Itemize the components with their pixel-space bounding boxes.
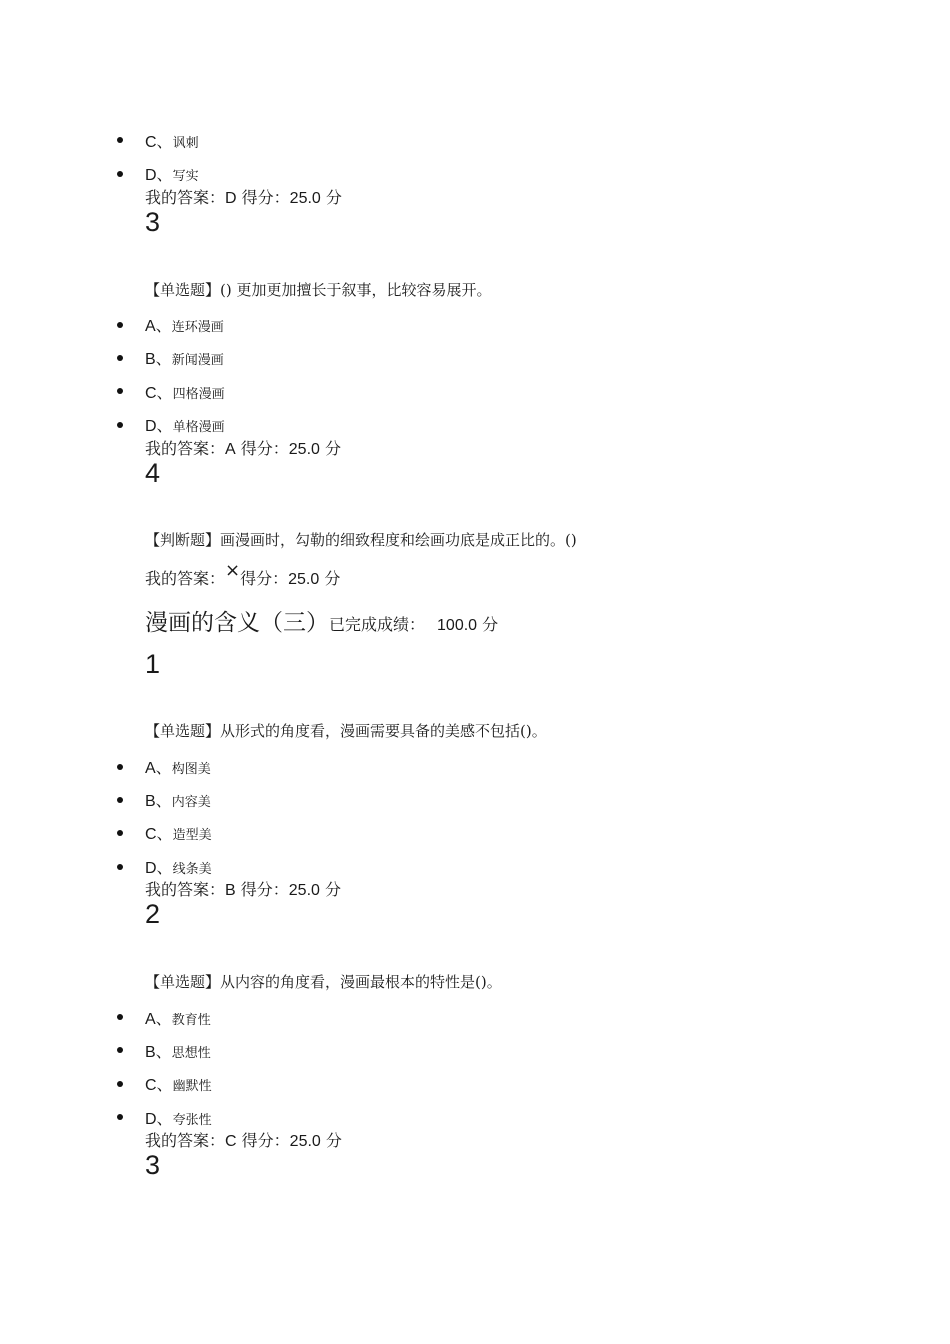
score-unit: 分 (319, 569, 341, 588)
option-letter: B、 (145, 351, 172, 368)
score-label: 得分： (236, 188, 290, 207)
option-b (145, 346, 224, 369)
option-b (145, 788, 211, 811)
question-number: 1 (145, 649, 161, 679)
option-d (145, 855, 212, 878)
option-b (145, 1039, 211, 1062)
bullet (117, 171, 123, 177)
option-letter: D、 (145, 1111, 173, 1128)
option-text: 线条美 (172, 862, 212, 877)
answer-label: 我的答案： (145, 569, 226, 588)
bullet (117, 1047, 123, 1053)
option-letter: D、 (145, 167, 173, 184)
option-letter: A、 (145, 318, 172, 335)
score-label: 得分： (240, 569, 289, 588)
question-number: 4 (145, 458, 161, 488)
section-score: 100.0 (437, 617, 478, 634)
bullet (117, 830, 123, 836)
option-letter: C、 (145, 134, 173, 151)
answer-value: A (225, 441, 236, 458)
question-text: 【单选题】从内容的角度看，漫画最根本的特性是()。 (145, 973, 502, 991)
answer-label: 我的答案： (145, 880, 226, 899)
section-status: 已完成成绩： (329, 615, 426, 634)
option-text: 内容美 (171, 795, 211, 810)
section-title: 漫画的含义（三） (145, 610, 329, 636)
score-unit: 分 (319, 439, 342, 458)
score-label: 得分： (236, 1131, 290, 1150)
score-unit: 分 (320, 1131, 342, 1150)
my-answer (145, 560, 341, 589)
option-c (145, 380, 225, 403)
question-number: 3 (145, 1150, 161, 1180)
option-a (145, 755, 211, 778)
question-number: 2 (145, 899, 161, 929)
question-text: 【单选题】从形式的角度看，漫画需要具备的美感不包括()。 (145, 722, 547, 740)
option-text: 构图美 (171, 762, 211, 777)
score-unit: 分 (320, 188, 342, 207)
option-d (145, 413, 225, 436)
option-letter: C、 (145, 385, 173, 402)
option-letter: C、 (145, 1077, 173, 1094)
answer-value: D (225, 190, 237, 207)
answer-value: B (225, 882, 236, 899)
bullet (117, 1081, 123, 1087)
my-answer (145, 1128, 342, 1151)
option-c (145, 129, 199, 152)
score-label: 得分： (235, 439, 289, 458)
bullet (117, 422, 123, 428)
option-text: 四格漫画 (172, 387, 225, 402)
section-heading (145, 604, 498, 637)
my-answer (145, 185, 342, 208)
option-text: 讽刺 (172, 136, 199, 151)
bullet (117, 355, 123, 361)
question-text: 【单选题】() 更加更加擅长于叙事，比较容易展开。 (145, 281, 492, 299)
option-a (145, 313, 224, 336)
score-value: 25.0 (288, 882, 320, 899)
option-text: 幽默性 (172, 1079, 212, 1094)
score-label: 得分： (235, 880, 289, 899)
option-d (145, 162, 199, 185)
bullet (117, 1114, 123, 1120)
bullet (117, 388, 123, 394)
option-a (145, 1006, 211, 1029)
answer-value: × (225, 560, 241, 581)
bullet (117, 322, 123, 328)
bullet (117, 797, 123, 803)
bullet (117, 764, 123, 770)
score-value: 25.0 (288, 571, 320, 588)
answer-label: 我的答案： (145, 188, 226, 207)
option-text: 单格漫画 (172, 420, 225, 435)
answer-label: 我的答案： (145, 439, 226, 458)
option-text: 连环漫画 (171, 320, 224, 335)
option-letter: D、 (145, 418, 173, 435)
score-value: 25.0 (288, 441, 320, 458)
option-d (145, 1106, 212, 1129)
my-answer (145, 436, 341, 459)
option-letter: D、 (145, 860, 173, 877)
section-score-unit: 分 (477, 615, 499, 634)
answer-value: C (225, 1133, 237, 1150)
option-letter: B、 (145, 793, 172, 810)
option-text: 写实 (172, 169, 199, 184)
score-value: 25.0 (289, 1133, 321, 1150)
option-letter: C、 (145, 826, 173, 843)
option-text: 思想性 (171, 1046, 211, 1061)
option-letter: B、 (145, 1044, 172, 1061)
answer-label: 我的答案： (145, 1131, 226, 1150)
option-text: 夸张性 (172, 1113, 212, 1128)
question-text: 【判断题】画漫画时，勾勒的细致程度和绘画功底是成正比的。() (145, 531, 577, 549)
option-c (145, 821, 212, 844)
bullet (117, 864, 123, 870)
option-text: 造型美 (172, 828, 212, 843)
my-answer (145, 877, 341, 900)
question-number: 3 (145, 207, 161, 237)
score-value: 25.0 (289, 190, 321, 207)
option-text: 新闻漫画 (171, 353, 224, 368)
option-letter: A、 (145, 760, 172, 777)
option-text: 教育性 (171, 1013, 211, 1028)
score-unit: 分 (319, 880, 342, 899)
option-c (145, 1072, 212, 1095)
option-letter: A、 (145, 1011, 172, 1028)
bullet (117, 137, 123, 143)
bullet (117, 1014, 123, 1020)
